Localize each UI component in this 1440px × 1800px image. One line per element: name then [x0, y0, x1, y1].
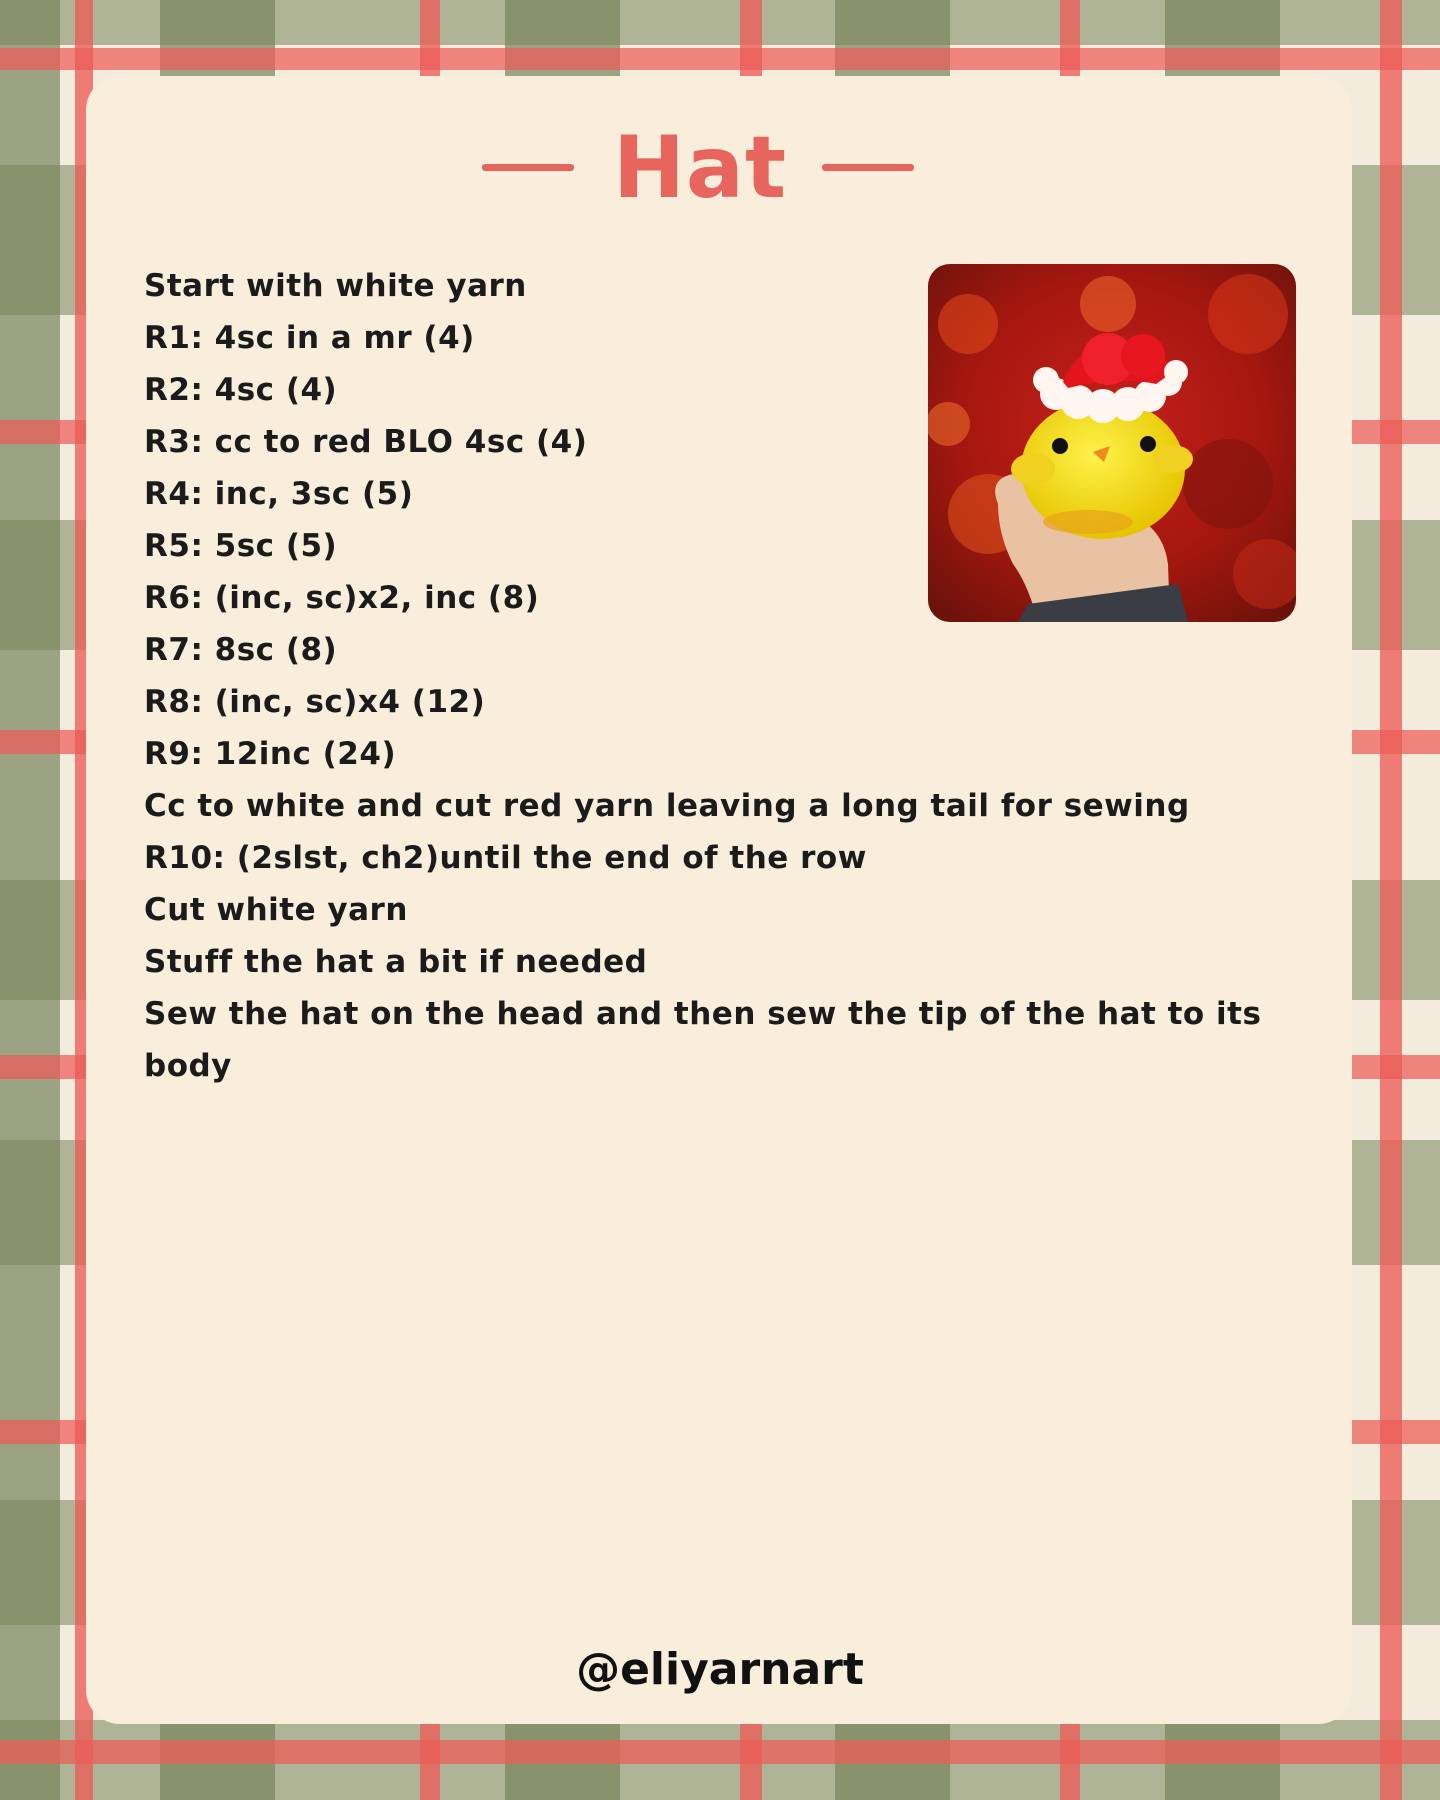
instruction-step: Start with white yarn — [144, 268, 527, 304]
instruction-step: R1: 4sc in a mr (4) — [144, 320, 475, 356]
author-handle: @eliyarnart — [576, 1644, 864, 1695]
instruction-step: R4: inc, 3sc (5) — [144, 476, 414, 512]
instruction-step: Stuff the hat a bit if needed — [144, 944, 648, 980]
chick-with-santa-hat-photo — [928, 264, 1296, 622]
instruction-step: R9: 12inc (24) — [144, 736, 397, 772]
title-dash-left — [482, 164, 574, 171]
instruction-step: R7: 8sc (8) — [144, 632, 338, 668]
title-row — [0, 118, 1440, 218]
instruction-step: R2: 4sc (4) — [144, 372, 338, 408]
instruction-step: R6: (inc, sc)x2, inc (8) — [144, 580, 540, 616]
instruction-step: R8: (inc, sc)x4 (12) — [144, 684, 486, 720]
instruction-step: Sew the hat on the head and then sew the tip of the hat to its body — [144, 996, 1262, 1084]
instruction-step: R10: (2slst, ch2)until the end of the row — [144, 840, 867, 876]
page-title: Hat — [612, 118, 788, 218]
instruction-step: R3: cc to red BLO 4sc (4) — [144, 424, 588, 460]
instruction-step: R5: 5sc (5) — [144, 528, 338, 564]
title-dash-right — [822, 164, 914, 171]
instruction-step: Cc to white and cut red yarn leaving a long tail for sewing — [144, 788, 1190, 824]
instruction-step: Cut white yarn — [144, 892, 408, 928]
